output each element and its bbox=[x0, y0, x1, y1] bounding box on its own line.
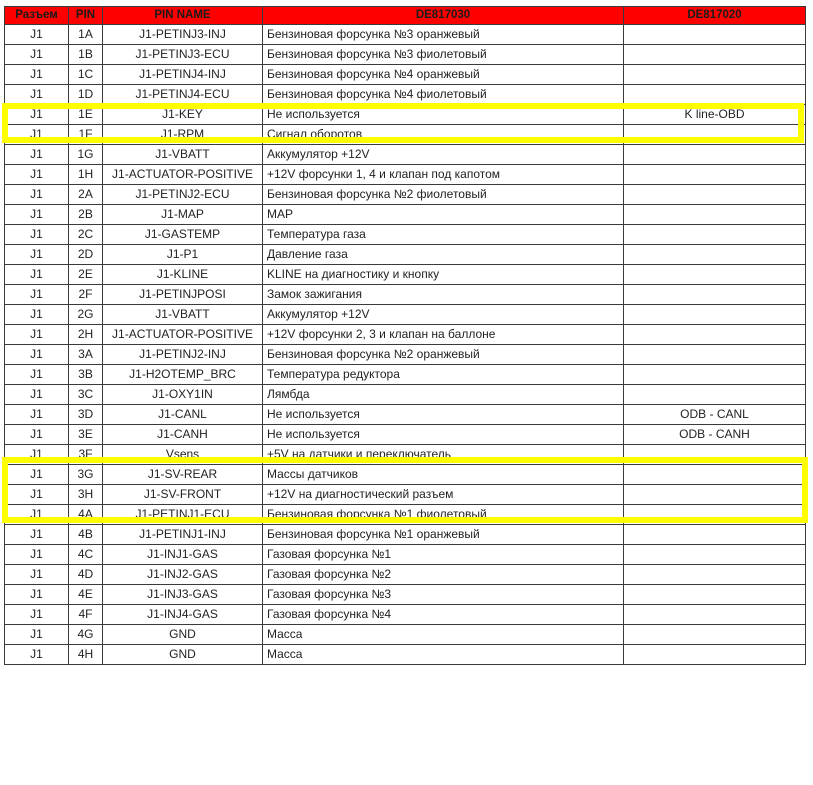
cell-de817030: Давление газа bbox=[263, 245, 624, 265]
cell-pin: 2E bbox=[69, 265, 103, 285]
cell-pin-name: J1-PETINJ2-INJ bbox=[103, 345, 263, 365]
cell-de817020 bbox=[624, 165, 806, 185]
header-de817020: DE817020 bbox=[624, 7, 806, 25]
cell-de817030: Газовая форсунка №4 bbox=[263, 605, 624, 625]
cell-de817020: K line-OBD bbox=[624, 105, 806, 125]
table-row bbox=[5, 25, 806, 45]
cell-de817020 bbox=[624, 645, 806, 665]
cell-connector: J1 bbox=[5, 625, 69, 645]
cell-de817030: Бензиновая форсунка №3 фиолетовый bbox=[263, 45, 624, 65]
table-row bbox=[5, 405, 806, 425]
table-row bbox=[5, 545, 806, 565]
cell-pin: 3H bbox=[69, 485, 103, 505]
cell-de817030: Масса bbox=[263, 645, 624, 665]
cell-pin-name: J1-KLINE bbox=[103, 265, 263, 285]
cell-pin: 3D bbox=[69, 405, 103, 425]
cell-de817030: Газовая форсунка №3 bbox=[263, 585, 624, 605]
table-row bbox=[5, 85, 806, 105]
cell-connector: J1 bbox=[5, 65, 69, 85]
table-row bbox=[5, 245, 806, 265]
cell-connector: J1 bbox=[5, 645, 69, 665]
cell-de817030: Лямбда bbox=[263, 385, 624, 405]
cell-connector: J1 bbox=[5, 545, 69, 565]
cell-de817030: KLINE на диагностику и кнопку bbox=[263, 265, 624, 285]
cell-de817020 bbox=[624, 325, 806, 345]
cell-connector: J1 bbox=[5, 405, 69, 425]
cell-de817020 bbox=[624, 45, 806, 65]
cell-pin-name: J1-PETINJ4-ECU bbox=[103, 85, 263, 105]
cell-pin-name: J1-ACTUATOR-POSITIVE bbox=[103, 165, 263, 185]
table-row bbox=[5, 225, 806, 245]
cell-pin: 1E bbox=[69, 105, 103, 125]
cell-connector: J1 bbox=[5, 605, 69, 625]
cell-connector: J1 bbox=[5, 45, 69, 65]
cell-connector: J1 bbox=[5, 525, 69, 545]
table-row bbox=[5, 425, 806, 445]
cell-pin-name: J1-PETINJ1-ECU bbox=[103, 505, 263, 525]
cell-pin-name: Vsens bbox=[103, 445, 263, 465]
cell-de817020 bbox=[624, 145, 806, 165]
cell-de817030: +12V на диагностический разъем bbox=[263, 485, 624, 505]
cell-connector: J1 bbox=[5, 325, 69, 345]
cell-de817020 bbox=[624, 625, 806, 645]
table-row bbox=[5, 125, 806, 145]
cell-de817020 bbox=[624, 345, 806, 365]
cell-pin: 1A bbox=[69, 25, 103, 45]
cell-pin: 2G bbox=[69, 305, 103, 325]
cell-pin: 1B bbox=[69, 45, 103, 65]
table-row bbox=[5, 485, 806, 505]
cell-pin: 4F bbox=[69, 605, 103, 625]
cell-pin-name: J1-CANL bbox=[103, 405, 263, 425]
cell-pin-name: J1-INJ2-GAS bbox=[103, 565, 263, 585]
cell-pin: 4C bbox=[69, 545, 103, 565]
cell-connector: J1 bbox=[5, 305, 69, 325]
cell-pin: 3A bbox=[69, 345, 103, 365]
header-row bbox=[5, 7, 806, 25]
cell-connector: J1 bbox=[5, 125, 69, 145]
cell-pin: 1D bbox=[69, 85, 103, 105]
table-row bbox=[5, 445, 806, 465]
table-row bbox=[5, 585, 806, 605]
cell-connector: J1 bbox=[5, 385, 69, 405]
cell-de817020: ODB - CANL bbox=[624, 405, 806, 425]
table-row bbox=[5, 505, 806, 525]
cell-de817030: Не используется bbox=[263, 425, 624, 445]
cell-pin-name: J1-GASTEMP bbox=[103, 225, 263, 245]
cell-pin: 4B bbox=[69, 525, 103, 545]
cell-de817030: Температура редуктора bbox=[263, 365, 624, 385]
cell-connector: J1 bbox=[5, 425, 69, 445]
cell-de817020 bbox=[624, 465, 806, 485]
cell-de817030: Сигнал оборотов bbox=[263, 125, 624, 145]
cell-de817020 bbox=[624, 385, 806, 405]
cell-pin: 3E bbox=[69, 425, 103, 445]
table-row bbox=[5, 65, 806, 85]
cell-de817030: MAP bbox=[263, 205, 624, 225]
header-de817030: DE817030 bbox=[263, 7, 624, 25]
cell-pin: 3G bbox=[69, 465, 103, 485]
cell-connector: J1 bbox=[5, 25, 69, 45]
cell-pin-name: J1-P1 bbox=[103, 245, 263, 265]
table-row bbox=[5, 605, 806, 625]
cell-connector: J1 bbox=[5, 165, 69, 185]
cell-pin-name: J1-MAP bbox=[103, 205, 263, 225]
cell-connector: J1 bbox=[5, 465, 69, 485]
cell-connector: J1 bbox=[5, 445, 69, 465]
cell-pin: 3B bbox=[69, 365, 103, 385]
cell-de817020 bbox=[624, 265, 806, 285]
cell-pin: 2B bbox=[69, 205, 103, 225]
cell-de817030: Аккумулятор +12V bbox=[263, 145, 624, 165]
cell-de817020 bbox=[624, 65, 806, 85]
cell-connector: J1 bbox=[5, 505, 69, 525]
cell-connector: J1 bbox=[5, 565, 69, 585]
cell-pin-name: J1-CANH bbox=[103, 425, 263, 445]
cell-pin: 4E bbox=[69, 585, 103, 605]
table-row bbox=[5, 625, 806, 645]
cell-de817030: +12V форсунки 1, 4 и клапан под капотом bbox=[263, 165, 624, 185]
table-row bbox=[5, 365, 806, 385]
cell-de817030: Не используется bbox=[263, 105, 624, 125]
header-pin-name: PIN NAME bbox=[103, 7, 263, 25]
cell-pin-name: J1-INJ1-GAS bbox=[103, 545, 263, 565]
cell-pin: 1C bbox=[69, 65, 103, 85]
table-row bbox=[5, 385, 806, 405]
cell-de817030: Бензиновая форсунка №4 оранжевый bbox=[263, 65, 624, 85]
cell-de817030: Не используется bbox=[263, 405, 624, 425]
cell-de817020 bbox=[624, 185, 806, 205]
cell-pin-name: J1-PETINJ3-ECU bbox=[103, 45, 263, 65]
cell-de817020 bbox=[624, 505, 806, 525]
table-row bbox=[5, 165, 806, 185]
cell-pin: 2A bbox=[69, 185, 103, 205]
table-row bbox=[5, 205, 806, 225]
cell-de817020 bbox=[624, 205, 806, 225]
cell-pin-name: J1-VBATT bbox=[103, 305, 263, 325]
table-row bbox=[5, 345, 806, 365]
cell-de817020 bbox=[624, 225, 806, 245]
cell-connector: J1 bbox=[5, 245, 69, 265]
cell-de817030: Температура газа bbox=[263, 225, 624, 245]
cell-de817020 bbox=[624, 605, 806, 625]
cell-de817020 bbox=[624, 485, 806, 505]
cell-pin: 4G bbox=[69, 625, 103, 645]
cell-connector: J1 bbox=[5, 85, 69, 105]
pinout-table bbox=[4, 6, 806, 665]
cell-de817020 bbox=[624, 585, 806, 605]
cell-pin: 4H bbox=[69, 645, 103, 665]
cell-pin: 4D bbox=[69, 565, 103, 585]
cell-de817020 bbox=[624, 565, 806, 585]
cell-connector: J1 bbox=[5, 345, 69, 365]
cell-pin-name: J1-SV-REAR bbox=[103, 465, 263, 485]
cell-pin-name: J1-PETINJ3-INJ bbox=[103, 25, 263, 45]
cell-de817030: +5V на датчики и переключатель bbox=[263, 445, 624, 465]
cell-pin: 2F bbox=[69, 285, 103, 305]
cell-de817020 bbox=[624, 445, 806, 465]
cell-pin: 1F bbox=[69, 125, 103, 145]
cell-de817020: ODB - CANH bbox=[624, 425, 806, 445]
cell-de817030: Замок зажигания bbox=[263, 285, 624, 305]
cell-de817020 bbox=[624, 85, 806, 105]
cell-de817030: Газовая форсунка №1 bbox=[263, 545, 624, 565]
cell-de817030: Бензиновая форсунка №2 оранжевый bbox=[263, 345, 624, 365]
table-row bbox=[5, 45, 806, 65]
cell-de817020 bbox=[624, 25, 806, 45]
cell-pin-name: J1-PETINJ4-INJ bbox=[103, 65, 263, 85]
cell-de817020 bbox=[624, 365, 806, 385]
cell-connector: J1 bbox=[5, 105, 69, 125]
cell-de817030: Бензиновая форсунка №4 фиолетовый bbox=[263, 85, 624, 105]
cell-pin-name: J1-PETINJ1-INJ bbox=[103, 525, 263, 545]
cell-pin: 3F bbox=[69, 445, 103, 465]
cell-connector: J1 bbox=[5, 365, 69, 385]
cell-pin: 3C bbox=[69, 385, 103, 405]
cell-pin-name: J1-VBATT bbox=[103, 145, 263, 165]
cell-connector: J1 bbox=[5, 185, 69, 205]
cell-de817030: Бензиновая форсунка №1 оранжевый bbox=[263, 525, 624, 545]
cell-de817030: +12V форсунки 2, 3 и клапан на баллоне bbox=[263, 325, 624, 345]
cell-pin: 1H bbox=[69, 165, 103, 185]
table-row bbox=[5, 185, 806, 205]
cell-pin-name: J1-RPM bbox=[103, 125, 263, 145]
cell-pin-name: J1-INJ4-GAS bbox=[103, 605, 263, 625]
table-row bbox=[5, 325, 806, 345]
cell-connector: J1 bbox=[5, 285, 69, 305]
cell-pin-name: J1-INJ3-GAS bbox=[103, 585, 263, 605]
cell-pin: 4A bbox=[69, 505, 103, 525]
cell-de817020 bbox=[624, 305, 806, 325]
cell-de817030: Массы датчиков bbox=[263, 465, 624, 485]
cell-pin-name: GND bbox=[103, 645, 263, 665]
header-connector: Разъем bbox=[5, 7, 69, 25]
table-row bbox=[5, 525, 806, 545]
cell-pin: 2D bbox=[69, 245, 103, 265]
cell-pin-name: J1-OXY1IN bbox=[103, 385, 263, 405]
cell-de817020 bbox=[624, 525, 806, 545]
cell-connector: J1 bbox=[5, 585, 69, 605]
cell-de817030: Бензиновая форсунка №2 фиолетовый bbox=[263, 185, 624, 205]
cell-pin-name: J1-PETINJ2-ECU bbox=[103, 185, 263, 205]
cell-pin-name: J1-PETINJPOSI bbox=[103, 285, 263, 305]
cell-de817020 bbox=[624, 125, 806, 145]
table-row bbox=[5, 285, 806, 305]
cell-pin-name: J1-SV-FRONT bbox=[103, 485, 263, 505]
cell-de817030: Масса bbox=[263, 625, 624, 645]
cell-connector: J1 bbox=[5, 225, 69, 245]
cell-connector: J1 bbox=[5, 205, 69, 225]
table-row bbox=[5, 145, 806, 165]
cell-pin: 1G bbox=[69, 145, 103, 165]
cell-connector: J1 bbox=[5, 145, 69, 165]
cell-de817030: Бензиновая форсунка №3 оранжевый bbox=[263, 25, 624, 45]
cell-connector: J1 bbox=[5, 265, 69, 285]
table-row bbox=[5, 465, 806, 485]
cell-de817020 bbox=[624, 285, 806, 305]
table-row bbox=[5, 265, 806, 285]
table-row bbox=[5, 105, 806, 125]
cell-de817030: Аккумулятор +12V bbox=[263, 305, 624, 325]
cell-pin-name: J1-KEY bbox=[103, 105, 263, 125]
table-row bbox=[5, 645, 806, 665]
cell-pin-name: GND bbox=[103, 625, 263, 645]
cell-de817030: Бензиновая форсунка №1 фиолетовый bbox=[263, 505, 624, 525]
cell-de817030: Газовая форсунка №2 bbox=[263, 565, 624, 585]
cell-de817020 bbox=[624, 545, 806, 565]
table-row bbox=[5, 565, 806, 585]
cell-de817020 bbox=[624, 245, 806, 265]
cell-connector: J1 bbox=[5, 485, 69, 505]
table-row bbox=[5, 305, 806, 325]
cell-pin-name: J1-H2OTEMP_BRC bbox=[103, 365, 263, 385]
cell-pin: 2H bbox=[69, 325, 103, 345]
cell-pin-name: J1-ACTUATOR-POSITIVE bbox=[103, 325, 263, 345]
cell-pin: 2C bbox=[69, 225, 103, 245]
header-pin: PIN bbox=[69, 7, 103, 25]
